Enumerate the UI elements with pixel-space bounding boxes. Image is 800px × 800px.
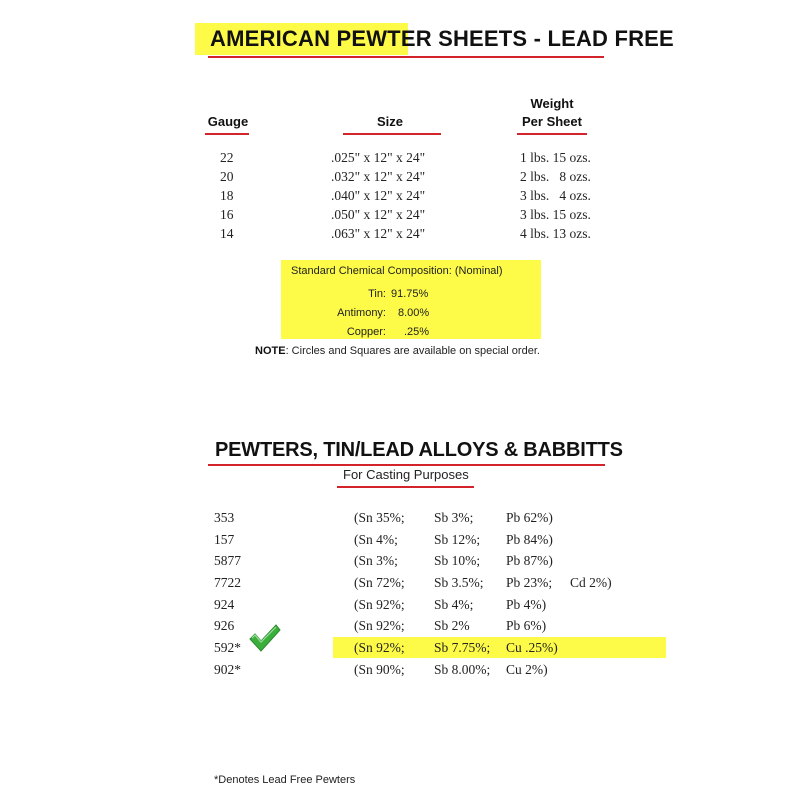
alloy-pb: Pb 62%) [506, 510, 553, 525]
gauge-table-row [0, 169, 800, 188]
alloys-title: PEWTERS, TIN/LEAD ALLOYS & BABBITTS [215, 439, 623, 461]
alloy-row [0, 597, 800, 619]
alloy-cd: Cd 2%) [570, 575, 612, 590]
alloy-sn: (Sn 92%; [354, 618, 405, 633]
gauge-value: 14 [220, 226, 234, 241]
alloy-sn: (Sn 35%; [354, 510, 405, 525]
gauge-value: 16 [220, 207, 234, 222]
alloy-row [0, 618, 800, 640]
alloy-row-highlighted [0, 640, 800, 662]
composition-antimony-value: 8.00% [398, 307, 430, 319]
header-weight-underline [517, 133, 587, 135]
header-size: Size [376, 114, 403, 129]
alloy-row [0, 510, 800, 532]
alloy-pb: Pb 87%) [506, 553, 553, 568]
alloy-code: 5877 [214, 553, 241, 568]
sheets-title-underline [208, 56, 604, 58]
size-value: .032" x 12" x 24" [331, 169, 426, 184]
composition-tin-label: Tin: [368, 288, 386, 300]
alloy-sn: (Sn 4%; [354, 532, 398, 547]
gauge-table-row [0, 226, 800, 245]
lead-free-footnote: *Denotes Lead Free Pewters [214, 774, 356, 786]
alloy-pb: Pb 23%; [506, 575, 553, 590]
alloy-sb: Sb 4%; [434, 597, 474, 612]
gauge-table-row [0, 207, 800, 226]
alloy-pb: Pb 6%) [506, 618, 547, 633]
alloy-code: 353 [214, 510, 235, 525]
note-label: NOTE [255, 345, 286, 357]
alloy-code: 7722 [214, 575, 241, 590]
alloy-sb: Sb 7.75%; [434, 640, 491, 655]
alloy-sn: (Sn 90%; [354, 662, 405, 677]
alloy-cu: Cu 2%) [506, 662, 548, 677]
alloy-code: 592* [214, 640, 241, 655]
size-value: .025" x 12" x 24" [331, 150, 426, 165]
alloys-subtitle: For Casting Purposes [343, 467, 469, 482]
alloy-sb: Sb 3%; [434, 510, 474, 525]
header-weight-line1: Weight [530, 96, 574, 111]
alloy-pb: Pb 84%) [506, 532, 553, 547]
gauge-value: 22 [220, 150, 234, 165]
alloys-subtitle-underline [337, 486, 474, 488]
composition-title: Standard Chemical Composition: (Nominal) [291, 265, 503, 277]
alloy-code: 924 [214, 597, 235, 612]
alloy-sn: (Sn 92%; [354, 597, 405, 612]
composition-tin-value: 91.75% [391, 288, 429, 300]
header-gauge-underline [205, 133, 249, 135]
alloy-sb: Sb 8.00%; [434, 662, 491, 677]
alloy-row [0, 532, 800, 554]
size-value: .063" x 12" x 24" [331, 226, 426, 241]
alloy-sb: Sb 2% [434, 618, 470, 633]
alloy-sb: Sb 12%; [434, 532, 481, 547]
weight-value: 4 lbs. 13 ozs. [520, 226, 591, 241]
alloy-sn: (Sn 72%; [354, 575, 405, 590]
alloy-sn: (Sn 92%; [354, 640, 405, 655]
sheets-title: AMERICAN PEWTER SHEETS - LEAD FREE [210, 26, 674, 51]
weight-value: 3 lbs. 15 ozs. [520, 207, 591, 222]
header-size-underline [343, 133, 441, 135]
composition-antimony-label: Antimony: [337, 307, 386, 319]
alloy-row [0, 662, 800, 684]
note-text: : Circles and Squares are available on special order. [285, 345, 540, 357]
size-value: .050" x 12" x 24" [331, 207, 426, 222]
size-value: .040" x 12" x 24" [331, 188, 426, 203]
weight-value: 1 lbs. 15 ozs. [520, 150, 591, 165]
alloy-row [0, 553, 800, 575]
checkmark-icon [246, 620, 282, 656]
alloys-title-underline [208, 464, 605, 466]
alloy-sn: (Sn 3%; [354, 553, 398, 568]
alloy-sb: Sb 10%; [434, 553, 481, 568]
alloy-code: 902* [214, 662, 241, 677]
composition-copper-value: .25% [404, 326, 430, 338]
header-weight-line2: Per Sheet [522, 114, 582, 129]
alloy-sb: Sb 3.5%; [434, 575, 484, 590]
alloy-code: 926 [214, 618, 235, 633]
alloy-pb: Pb 4%) [506, 597, 547, 612]
composition-copper-label: Copper: [346, 326, 386, 338]
gauge-table-row [0, 150, 800, 169]
special-order-note [255, 345, 540, 357]
header-gauge: Gauge [207, 114, 249, 129]
weight-value: 2 lbs. 8 ozs. [520, 169, 591, 184]
alloy-row [0, 575, 800, 597]
alloy-code: 157 [214, 532, 235, 547]
gauge-value: 18 [220, 188, 234, 203]
weight-value: 3 lbs. 4 ozs. [520, 188, 591, 203]
alloy-cu: Cu .25%) [506, 640, 558, 655]
gauge-table-row [0, 188, 800, 207]
gauge-value: 20 [220, 169, 234, 184]
